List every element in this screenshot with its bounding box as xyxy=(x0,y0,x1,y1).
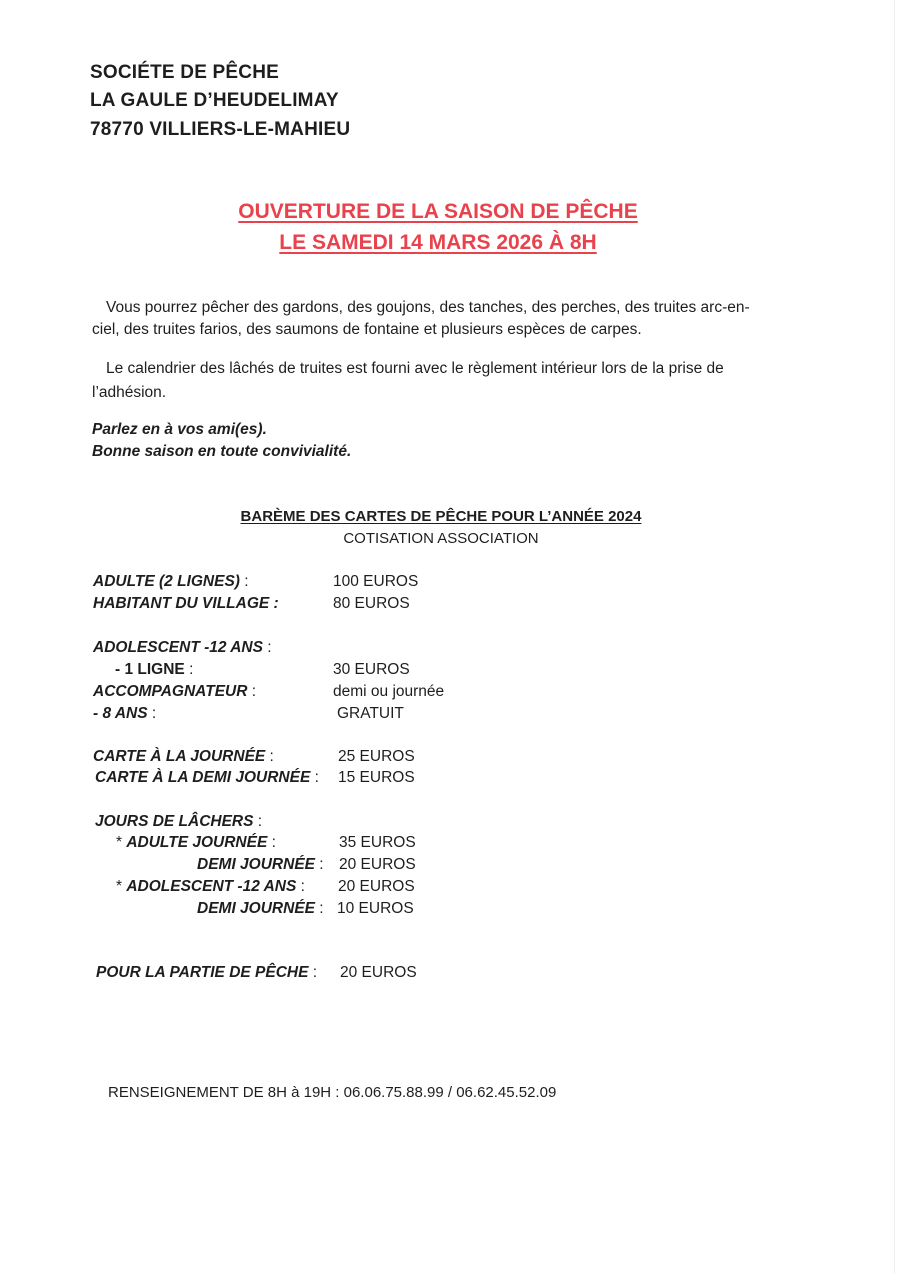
tariff-value-journee: 25 EUROS xyxy=(338,748,415,765)
club-name: SOCIÉTE DE PÊCHE xyxy=(90,62,280,83)
tariffs-subtitle: COTISATION ASSOCIATION xyxy=(343,530,539,547)
tariff-label-adulte: ADULTE (2 LIGNES) : xyxy=(93,573,249,590)
tariff-value-ado-journee: 20 EUROS xyxy=(338,878,415,895)
tariff-label-habitant: HABITANT DU VILLAGE : xyxy=(93,595,279,612)
contact-info: RENSEIGNEMENT DE 8H à 19H : 06.06.75.88.99 / 06.62.45.52.09 xyxy=(108,1084,557,1101)
tariff-label-demi-journee: CARTE À LA DEMI JOURNÉE : xyxy=(95,769,319,786)
tariff-value-ado-demi: 10 EUROS xyxy=(337,900,414,917)
tariff-label-accompagnateur: ACCOMPAGNATEUR : xyxy=(93,683,257,700)
page-edge-line xyxy=(894,0,895,1273)
tariff-value-adulte-journee: 35 EUROS xyxy=(339,834,416,851)
tariff-value-huit-ans: GRATUIT xyxy=(337,705,404,722)
tariff-value-habitant: 80 EUROS xyxy=(333,595,410,612)
tariff-label-une-ligne: - 1 LIGNE : xyxy=(115,661,194,678)
tariff-value-une-ligne: 30 EUROS xyxy=(333,661,410,678)
club-address: 78770 VILLIERS-LE-MAHIEU xyxy=(90,119,351,140)
tariff-label-adulte-demi: DEMI JOURNÉE : xyxy=(197,856,324,873)
announcement-date: LE SAMEDI 14 MARS 2026 À 8H xyxy=(279,231,597,254)
tariff-label-adolescent: ADOLESCENT -12 ANS : xyxy=(93,639,272,656)
tariffs-title: BARÈME DES CARTES DE PÊCHE POUR L’ANNÉE 2024 xyxy=(240,508,642,525)
tariff-value-partie-peche: 20 EUROS xyxy=(340,964,417,981)
tariff-value-demi-journee: 15 EUROS xyxy=(338,769,415,786)
closing-line-1: Parlez en à vos ami(es). xyxy=(92,421,267,438)
tariff-label-ado-demi: DEMI JOURNÉE : xyxy=(197,900,324,917)
tariff-label-ado-journee: * ADOLESCENT -12 ANS : xyxy=(116,878,305,895)
closing-line-2: Bonne saison en toute convivialité. xyxy=(92,443,352,460)
tariff-label-partie-peche: POUR LA PARTIE DE PÊCHE : xyxy=(96,964,318,981)
announcement-title: OUVERTURE DE LA SAISON DE PÊCHE xyxy=(238,200,638,223)
tariff-label-jours-lachers: JOURS DE LÂCHERS : xyxy=(95,813,263,830)
tariff-label-adulte-journee: * ADULTE JOURNÉE : xyxy=(116,834,276,851)
club-subname: LA GAULE D’HEUDELIMAY xyxy=(90,90,339,111)
tariff-label-huit-ans: - 8 ANS : xyxy=(93,705,157,722)
calendar-paragraph-line1: Le calendrier des lâchés de truites est fourni avec le règlement intérieur lors de la prise de xyxy=(106,360,724,377)
fish-paragraph-line2: ciel, des truites farios, des saumons de fontaine et plusieurs espèces de carpes. xyxy=(92,321,642,338)
tariff-value-adulte: 100 EUROS xyxy=(333,573,419,590)
tariff-value-adulte-demi: 20 EUROS xyxy=(339,856,416,873)
tariff-value-accompagnateur: demi ou journée xyxy=(333,683,445,700)
fish-paragraph-line1: Vous pourrez pêcher des gardons, des goujons, des tanches, des perches, des truites arc-en- xyxy=(106,299,750,316)
calendar-paragraph-line2: l’adhésion. xyxy=(92,384,167,401)
tariff-label-journee: CARTE À LA JOURNÉE : xyxy=(93,748,274,765)
